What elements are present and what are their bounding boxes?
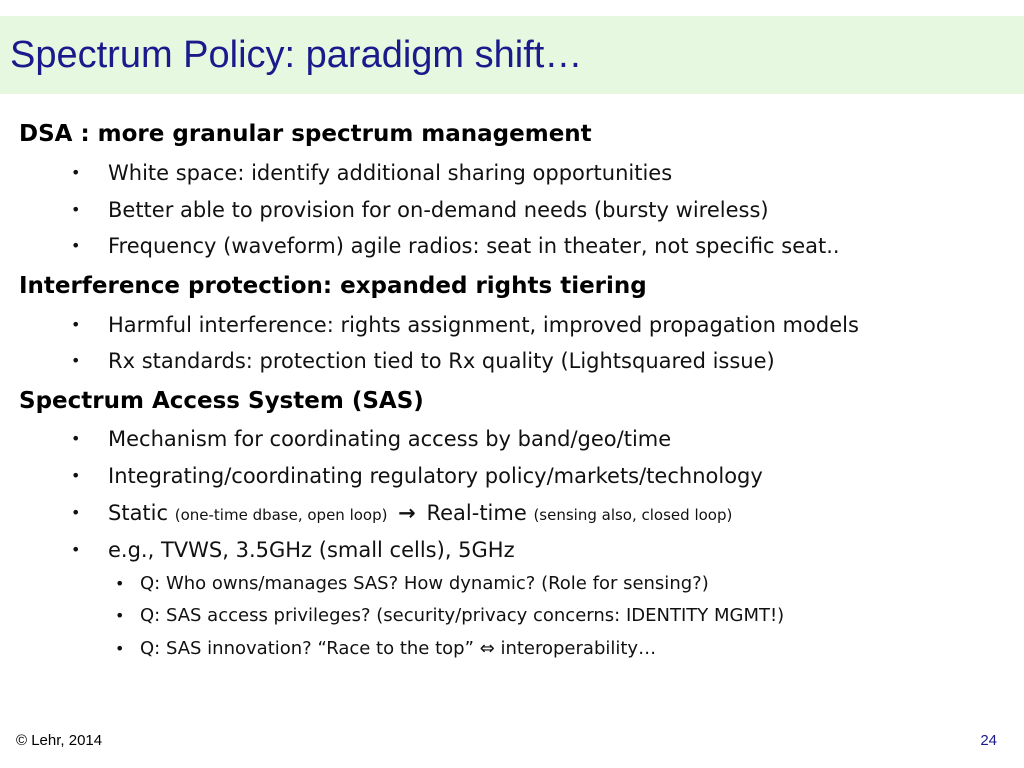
subbullet-item: [115, 572, 709, 596]
bullet-dot-icon: •: [71, 429, 81, 448]
bullet-text: Harmful interference: rights assignment, improved propagation models: [108, 313, 859, 337]
bullet-item: [71, 232, 840, 260]
bullet-dot-icon: •: [71, 315, 81, 334]
bullet-item: [71, 462, 763, 490]
subbullet-item: [115, 604, 785, 628]
bullet-item: [71, 425, 672, 453]
subbullet-text: Q: SAS innovation? “Race to the top” ⇔ interoperability…: [140, 638, 657, 659]
bullet-item: [71, 347, 775, 375]
footer-copyright: © Lehr, 2014: [16, 732, 103, 749]
bullet-dot-icon: •: [115, 606, 125, 625]
static-note: (one-time dbase, open loop): [174, 506, 388, 524]
bullet-dot-icon: •: [115, 574, 125, 593]
slide-title: Spectrum Policy: paradigm shift…: [10, 34, 583, 76]
right-arrow-icon: →: [398, 501, 416, 525]
static-label: Static: [108, 501, 169, 525]
bullet-item-static-realtime: [71, 499, 733, 529]
bullet-text: Integrating/coordinating regulatory policy/markets/technology: [108, 464, 763, 488]
section-heading-sas: Spectrum Access System (SAS): [19, 388, 424, 414]
bullet-text: Mechanism for coordinating access by band/geo/time: [108, 427, 672, 451]
bullet-dot-icon: •: [71, 540, 81, 559]
bullet-item: [71, 536, 515, 564]
bullet-text: Better able to provision for on-demand needs (bursty wireless): [108, 198, 769, 222]
bullet-text: Frequency (waveform) agile radios: seat in theater, not specific seat..: [108, 234, 840, 258]
bullet-dot-icon: •: [71, 351, 81, 370]
bullet-dot-icon: •: [71, 503, 81, 522]
bullet-item: [71, 159, 673, 187]
section-heading-dsa: DSA : more granular spectrum management: [19, 121, 592, 147]
subbullet-item: [115, 637, 657, 661]
page-number: 24: [980, 732, 997, 749]
bullet-dot-icon: •: [71, 200, 81, 219]
subbullet-text: Q: SAS access privileges? (security/privacy concerns: IDENTITY MGMT!): [140, 605, 785, 626]
bullet-item: [71, 311, 859, 339]
section-heading-interference: Interference protection: expanded rights tiering: [19, 273, 647, 299]
bullet-text: White space: identify additional sharing opportunities: [108, 161, 673, 185]
bullet-dot-icon: •: [115, 639, 125, 658]
bullet-dot-icon: •: [71, 466, 81, 485]
realtime-label: Real-time: [426, 501, 527, 525]
bullet-dot-icon: •: [71, 163, 81, 182]
bullet-text: e.g., TVWS, 3.5GHz (small cells), 5GHz: [108, 538, 515, 562]
subbullet-text: Q: Who owns/manages SAS? How dynamic? (Role for sensing?): [140, 573, 709, 594]
realtime-note: (sensing also, closed loop): [533, 506, 733, 524]
bullet-dot-icon: •: [71, 236, 81, 255]
bullet-item: [71, 196, 769, 224]
bullet-text: Rx standards: protection tied to Rx quality (Lightsquared issue): [108, 349, 775, 373]
